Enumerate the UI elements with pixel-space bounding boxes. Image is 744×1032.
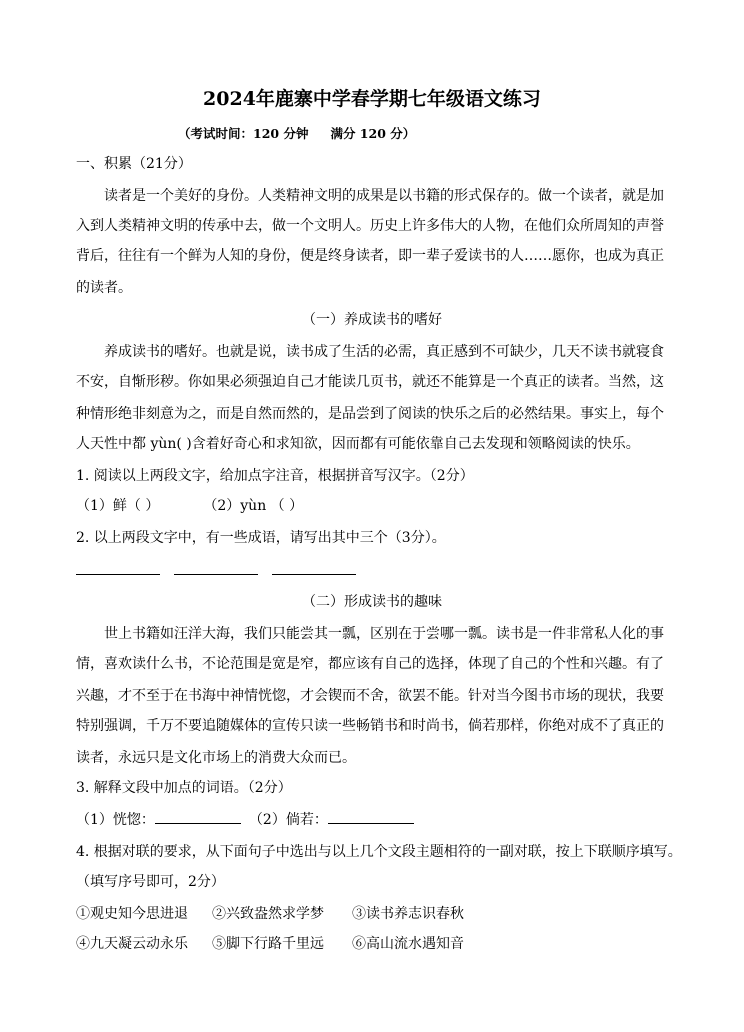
question-1: 1. 阅读以上两段文字，给加点字注音，根据拼音写汉字。（2分） [76, 468, 474, 484]
intro-line: 读者是一个美好的身份。人类精神文明的成果是以书籍的形式保存的。做一个读者，就是加 [104, 188, 664, 204]
paragraph-line: 人天性中都 yùn( )含着好奇心和求知欲，因而都有可能依靠自己去发现和领略阅读的快乐。 [76, 436, 640, 452]
exam-time: （考试时间：120 分钟 [178, 126, 309, 141]
couplet-option: ⑤脚下行路千里远 [212, 936, 324, 952]
answer-blank-1[interactable] [76, 574, 160, 575]
couplet-option: ①观史知今思进退 [76, 906, 188, 922]
paragraph-line: 特别强调，千万不要追随媒体的宣传只读一些畅销书和时尚书，倘若那样，你绝对成不了真正的 [76, 718, 664, 734]
couplet-option: ③读书养志识春秋 [352, 906, 464, 922]
answer-blank-q3-1[interactable] [155, 811, 241, 824]
part-heading: （二）形成读书的趣味 [302, 594, 442, 610]
paragraph-line: 兴趣，才不至于在书海中神情恍惚，才会锲而不舍，欲罢不能。针对当今图书市场的现状，我要 [76, 688, 664, 704]
exam-info [178, 124, 415, 142]
intro-line: 入到人类精神文明的传承中去，做一个文明人。历史上许多伟大的人物，在他们众所周知的声誉 [76, 218, 664, 234]
q3-item-1: （1）恍惚： [76, 812, 155, 828]
paragraph-line: 情，喜欢读什么书，不论范围是宽是窄，都应该有自己的选择，体现了自己的个性和兴趣。有了 [76, 656, 664, 672]
q1-item-2: （2）yùn （ ） [203, 498, 304, 514]
q3-item-2: （2）倘若： [248, 812, 328, 828]
couplet-options-row-2 [76, 934, 464, 954]
exam-score: 满分 120 分） [330, 126, 416, 141]
answer-blank-2[interactable] [174, 574, 258, 575]
q1-item-1: （1）鲜（ ） [76, 498, 160, 514]
page-title: 2024年鹿寨中学春学期七年级语文练习 [203, 88, 541, 110]
paragraph-line: 养成读书的嗜好。也就是说，读书成了生活的必需，真正感到不可缺少，几天不读书就寝食 [104, 344, 664, 360]
paragraph-line: 世上书籍如汪洋大海，我们只能尝其一瓢，区别在于尝哪一瓢。读书是一件非常私人化的事 [104, 626, 664, 642]
paragraph-line: 不安，自惭形秽。你如果必须强迫自己才能读几页书，就还不能算是一个真正的读者。当然，这 [76, 374, 664, 390]
paragraph-line: 读者，永远只是文化市场上的消费大众而已。 [76, 750, 356, 766]
intro-line: 背后，往往有一个鲜为人知的身份，便是终身读者，即一辈子爱读书的人……愿你，也成为真正 [76, 248, 664, 264]
question-4: 4. 根据对联的要求，从下面句子中选出与以上几个文段主题相符的一副对联，按上下联顺序填写。 [76, 844, 682, 860]
section-heading: 一、积累（21分） [76, 156, 192, 172]
paragraph-line: 种情形绝非刻意为之，而是自然而然的，是品尝到了阅读的快乐之后的必然结果。事实上，每个 [76, 406, 664, 422]
couplet-options-row-1 [76, 904, 464, 924]
couplet-option: ⑥高山流水遇知音 [352, 936, 464, 952]
answer-blank-q3-2[interactable] [328, 811, 414, 824]
part-heading: （一）养成读书的嗜好 [302, 312, 442, 328]
question-4-note: （填写序号即可，2分） [76, 874, 225, 890]
couplet-option: ④九天凝云动永乐 [76, 936, 188, 952]
question-1-items [76, 496, 303, 516]
question-3: 3. 解释文段中加点的词语。（2分） [76, 780, 292, 796]
couplet-option: ②兴致盎然求学梦 [212, 906, 324, 922]
question-3-items [76, 810, 414, 830]
answer-blank-3[interactable] [272, 574, 356, 575]
intro-line: 的读者。 [76, 280, 132, 296]
question-2: 2. 以上两段文字中，有一些成语，请写出其中三个（3分）。 [76, 530, 446, 546]
